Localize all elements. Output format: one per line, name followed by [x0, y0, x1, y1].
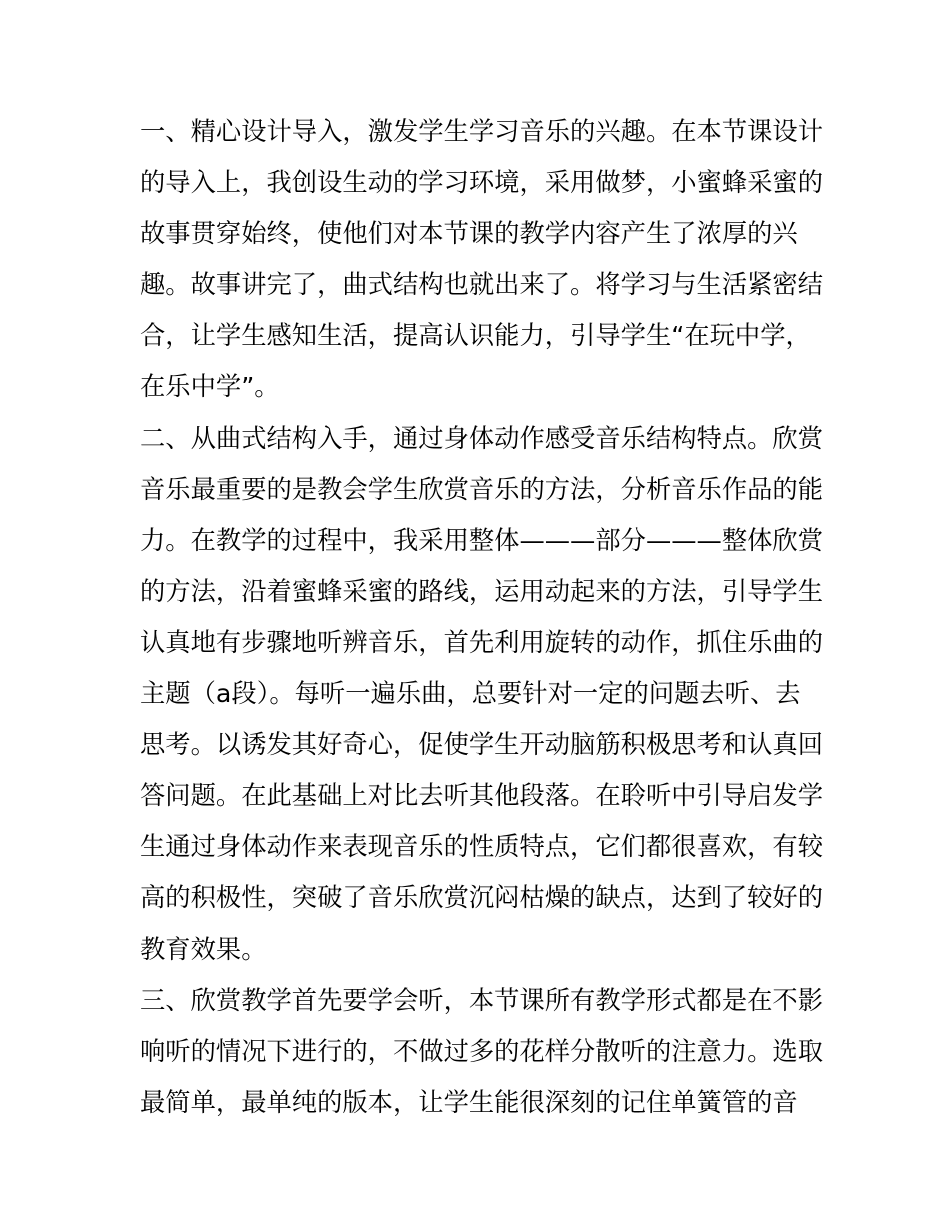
text-line: 合，让学生感知生活，提高认识能力，引导学生“在玩中学， [140, 321, 811, 351]
text-line: 故事贯穿始终，使他们对本节课的教学内容产生了浓厚的兴 [140, 219, 798, 249]
text-line: 力。在教学的过程中，我采用整体———部分———整体欣赏 [140, 525, 824, 555]
text-line: 答问题。在此基础上对比去听其他段落。在聆听中引导启发学 [140, 781, 824, 811]
text-line: 的导入上，我创设生动的学习环境，采用做梦，小蜜蜂采蜜的 [140, 168, 824, 198]
text-line: 响听的情况下进行的，不做过多的花样分散听的注意力。选取 [140, 1036, 824, 1066]
text-line: 音乐最重要的是教会学生欣赏音乐的方法，分析音乐作品的能 [140, 474, 824, 504]
text-line: 一、精心设计导入，激发学生学习音乐的兴趣。在本节课设计 [140, 117, 824, 146]
text-line: 教育效果。 [140, 934, 267, 964]
text-line: 三、欣赏教学首先要学会听，本节课所有教学形式都是在不影 [140, 985, 824, 1015]
text-line: 认真地有步骤地听辨音乐，首先利用旋转的动作，抓住乐曲的 [140, 627, 824, 657]
text-line: 思考。以诱发其好奇心，促使学生开动脑筋积极思考和认真回 [140, 730, 824, 760]
text-line: 的方法，沿着蜜蜂采蜜的路线，运用动起来的方法，引导学生 [140, 576, 824, 606]
text-line: 高的积极性，突破了音乐欣赏沉闷枯燥的缺点，达到了较好的 [140, 883, 824, 913]
text-line: 趣。故事讲完了，曲式结构也就出来了。将学习与生活紧密结 [140, 270, 824, 300]
text-line: 生通过身体动作来表现音乐的性质特点，它们都很喜欢，有较 [140, 832, 824, 862]
text-line: 主题（a段）。每听一遍乐曲，总要针对一定的问题去听、去 [140, 679, 801, 709]
body-text [140, 106, 830, 1128]
text-line: 最简单，最单纯的版本，让学生能很深刻的记住单簧管的音 [140, 1087, 798, 1117]
text-line: 在乐中学”。 [140, 372, 280, 402]
text-line: 二、从曲式结构入手，通过身体动作感受音乐结构特点。欣赏 [140, 423, 824, 453]
